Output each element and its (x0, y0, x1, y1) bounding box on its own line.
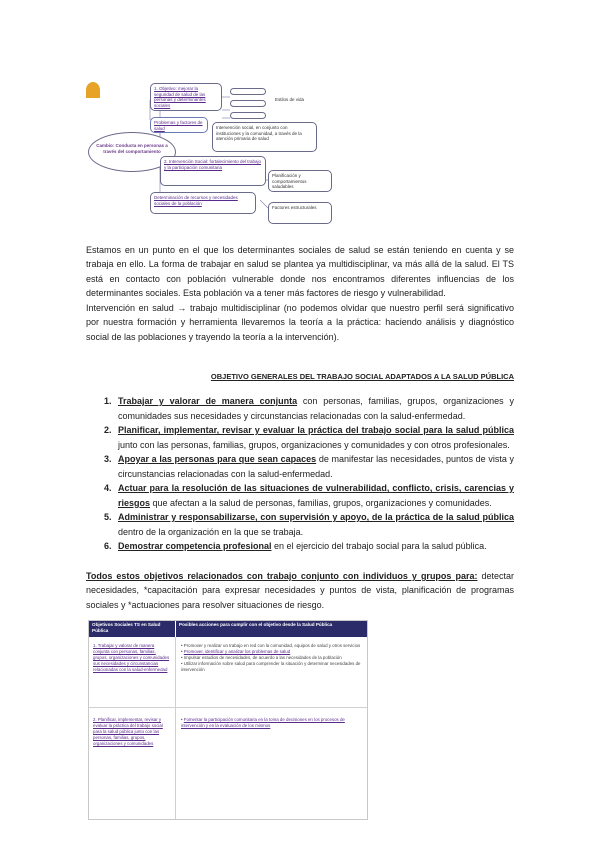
box-1-text: 1. Objetivo: mejorar la seguridad de salud de las personas y determinantes sociales (154, 86, 206, 108)
objective-number: 5. (104, 512, 112, 522)
objective-text: dentro de la organización en la que se trabaja. (118, 526, 304, 537)
objective-number: 4. (104, 483, 112, 493)
box-2-text: Problemas y factores de salud (154, 120, 203, 131)
summary-bold: Todos estos objetivos relacionados con trabajo conjunto con individuos y grupos para: (86, 571, 478, 581)
objective-item (86, 452, 514, 481)
row1-item: • Promover y realizar un trabajo en red con la comunidad, equipos de salud y otros servicios (181, 643, 361, 648)
row1-item-text: Impulsar estudios de necesidades, de acuerdo a las necesidades de la población (183, 655, 342, 660)
objective-number: 1. (104, 396, 112, 406)
diagram-box-5 (268, 170, 332, 192)
row2-item-text: Fomentar la participación comunitaria en la toma de decisiones en los procesos de intervención y en la evaluación de los mismos (181, 717, 345, 728)
table-row2-right (181, 717, 361, 729)
objective-text: que afectan a la salud de personas, familias, grupos, organizaciones y comunidades. (150, 497, 492, 508)
table-header-left: Objetivos Sociales TS en Salud Pública (89, 621, 175, 637)
objective-bold: Planificar, implementar, revisar y evaluar la práctica del trabajo social para la salud pública (118, 425, 514, 435)
diagram-box-6 (150, 192, 256, 214)
diagram-box-1b (230, 100, 266, 107)
objective-text: en el ejercicio del trabajo social para la salud pública. (271, 541, 487, 551)
objective-bold: Trabajar y valorar de manera conjunta (118, 396, 298, 406)
table-header-right: Posibles acciones para cumplir con el objetivo desde la Salud Pública (176, 621, 367, 637)
objective-item (86, 539, 514, 554)
objective-bold: Administrar y responsabilizarse, con supervisión y apoyo, de la práctica de la salud pública (118, 512, 514, 522)
table-row1-right (181, 643, 361, 673)
objectives-table (88, 620, 368, 820)
diagram-box-3 (212, 122, 317, 152)
row1-item: • Utilizar información sobre salud para comprender la situación y determinar necesidades de intervención (181, 661, 361, 672)
summary-paragraph (86, 569, 514, 612)
row1-item-text: Utilizar información sobre salud para comprender la situación y determinar necesidades de intervención (181, 661, 361, 672)
table-row1-left (93, 643, 171, 673)
row1-item-text: Promover y realizar un trabajo en red con la comunidad, equipos de salud y otros servicios (183, 643, 361, 648)
diagram-box-2 (150, 117, 208, 133)
objective-text: con personas, familias, grupos, organizaciones y comunidades sus necesidades y circunstancias relacionadas con la salud-enfermedad. (118, 396, 514, 421)
objective-number: 3. (104, 454, 112, 464)
objective-item (86, 423, 514, 452)
table-divider (175, 637, 176, 819)
objectives-heading: OBJETIVO GENERALES DEL TRABAJO SOCIAL ADAPTADOS A LA SALUD PÚBLICA (210, 372, 514, 381)
objective-bold: Apoyar a las personas para que sean capaces (118, 454, 317, 464)
box-6-text: Determinación de recursos y necesidades sociales de la población (154, 195, 238, 206)
center-text: Cambio: Conducta en personas a través del comportamiento (96, 143, 168, 154)
row1-item: • Impulsar estudios de necesidades, de acuerdo a las necesidades de la población (181, 655, 342, 660)
objective-number: 6. (104, 541, 112, 551)
objective-text: de manifestar las necesidades, puntos de vista y circunstancias relacionadas con la salud-enfermedad. (118, 454, 514, 479)
paragraph-intervencion: Intervención en salud → trabajo multidisciplinar (no podemos olvidar que nuestro perfil será significativo por nuestra formación y herramienta llevaremos la teoría a la práctica: haciendo análisis y diagnóstico social de las poblaciones y trayendo la teoría a la intervención). (86, 303, 514, 342)
diagram-box-1c (230, 112, 266, 119)
diagram-box-7 (268, 202, 332, 224)
objective-item (86, 510, 514, 539)
diagram-box-4 (160, 156, 266, 186)
objective-bold: Actuar para la resolución de las situaciones de vulnerabilidad, conflicto, crisis, carencias y riesgos (118, 483, 514, 508)
box-5-text: Planificación y comportamientos saludables (272, 173, 307, 189)
box-4-text: 2. Intervención Social: fortalecimiento del trabajo y la participación comunitaria (164, 159, 262, 170)
objective-item (86, 481, 514, 510)
row2-item: • Fomentar la participación comunitaria en la toma de decisiones en los procesos de intervención y en la evaluación de los mismos (181, 717, 345, 728)
objective-bold: Demostrar competencia profesional (118, 541, 272, 551)
estilos-label: Estilos de vida (275, 97, 305, 102)
row2-left-text: 2. Planificar, implementar, revisar y evaluar la práctica del trabajo social para la salud pública junto con las personas, familias, grupos, organizaciones y comunidades (93, 717, 163, 746)
table-row-divider (89, 707, 367, 708)
summary-text: detectar necesidades, *capacitación para expresar necesidades y puntos de vista, planificación de programas sociales y *actuaciones para resolver situaciones de riesgo. (86, 571, 514, 610)
row1-item: • Promover, identificar y analizar los problemas de salud (181, 649, 291, 654)
row1-item-text: Promover, identificar y analizar los problemas de salud (183, 649, 291, 654)
diagram-box-1a (230, 88, 266, 95)
row1-left-text: 1. Trabajar y valorar de manera conjunta con personas, familias, grupos, organizaciones y comunidades sus necesidades y circunstancias relacionadas con la salud-enfermedad (93, 643, 170, 672)
box-7-text: Factores estructurales (272, 205, 317, 210)
table-row2-left (93, 717, 171, 747)
objectives-list (86, 394, 514, 554)
diagram-box-1 (150, 83, 222, 111)
objective-text: junto con las personas, familias, grupos, organizaciones y comunidades y con otros profesionales. (118, 439, 510, 450)
objective-number: 2. (104, 425, 112, 435)
box-3-text: Intervención social, en conjunto con instituciones y la comunidad, a través de la atención primaria de salud (216, 125, 302, 141)
objective-item (86, 394, 514, 423)
paragraph-determinantes: Estamos en un punto en el que los determinantes sociales de salud se están teniendo en cuenta y se trabaja en ello. La forma de trabajar en salud se plantea ya multidisciplinar, va más allá de la salud. El TS está en contacto con población vulnerable donde nos encontramos diferentes influencias de los determinantes sociales. Esta población va a tener más factores de riesgo y vulnerabilidad. (86, 245, 514, 299)
